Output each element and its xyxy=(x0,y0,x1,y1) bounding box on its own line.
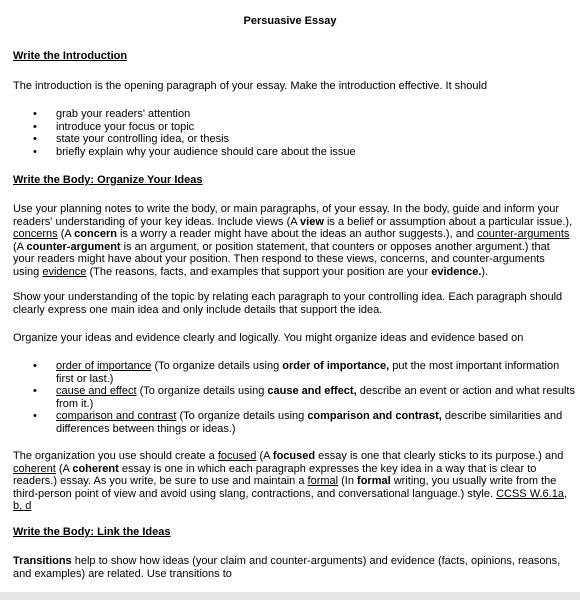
page-bottom-edge xyxy=(0,592,580,600)
glossary-link-comparison-and-contrast[interactable]: comparison and contrast xyxy=(56,410,177,422)
paragraph-line: differences between things or ideas.) xyxy=(56,422,236,435)
paragraph-line: Use your planning notes to write the body, or main paragraphs, of your essay. In the body, guide and inform your xyxy=(13,203,560,215)
term-focused: focused xyxy=(272,450,316,462)
term-formal: formal xyxy=(357,475,391,487)
list-item xyxy=(33,410,575,435)
text-run: help to show how ideas (your claim and counter-arguments) and evidence (facts, opinions, reasons, xyxy=(71,555,561,567)
list-item: • state your controlling idea, or thesis xyxy=(33,133,356,146)
text-run: (To organize details using xyxy=(176,410,308,422)
text-run: (To organize details using xyxy=(136,385,268,397)
document-title: Persuasive Essay xyxy=(243,15,337,27)
text-run: is a belief or assumption about a particular issue.), xyxy=(323,215,573,228)
paragraph-line xyxy=(13,228,573,241)
paragraph-line xyxy=(56,385,575,398)
list-item xyxy=(33,360,575,385)
term-concern: concern xyxy=(74,228,117,240)
text-run: writing, you usually write from the xyxy=(390,475,557,487)
body-link-paragraph-1 xyxy=(13,555,573,580)
glossary-link-order-of-importance[interactable]: order of importance xyxy=(56,360,152,372)
glossary-link-focused[interactable]: focused xyxy=(217,450,257,462)
heading-body-organize: Write the Body: Organize Your Ideas xyxy=(13,174,203,186)
heading-write-introduction: Write the Introduction xyxy=(13,50,128,62)
paragraph-line xyxy=(13,555,573,568)
text-run: essay is one that clearly sticks to its purpose.) and xyxy=(315,450,564,462)
text-run: (A xyxy=(57,228,75,240)
text-run: is a worry a reader might have about the ideas an author suggests.), and xyxy=(116,228,478,240)
list-item xyxy=(33,385,575,410)
term-coherent: coherent xyxy=(72,462,119,475)
term-bold: order of importance, xyxy=(282,360,390,372)
paragraph-line xyxy=(13,463,573,476)
text-run: (In xyxy=(338,475,358,487)
body-organize-paragraph-4 xyxy=(13,450,573,513)
glossary-link-cause-and-effect[interactable]: cause and effect xyxy=(56,385,137,397)
paragraph-line: from it.) xyxy=(56,397,94,410)
text-run: describe an event or action and what results xyxy=(356,385,575,397)
text-run: put the most important information xyxy=(389,360,560,372)
text-run: (A xyxy=(256,450,273,462)
text-run: readers.) essay. As you write, be sure to use and maintain a xyxy=(13,475,308,487)
glossary-link-coherent[interactable]: coherent xyxy=(13,462,56,475)
term-bold: cause and effect, xyxy=(267,385,357,397)
glossary-link-counter-arguments[interactable]: counter-arguments xyxy=(477,228,570,240)
paragraph-line xyxy=(13,216,573,229)
text-run: essay is one in which each paragraph expresses the key idea in a way that is clear to xyxy=(118,462,537,475)
standard-link-ccss-cont[interactable]: b, d xyxy=(13,500,32,512)
body-organize-paragraph-2 xyxy=(13,291,573,316)
paragraph-line: clearly express one main idea and only include details that support the idea. xyxy=(13,303,383,316)
standard-link-ccss[interactable]: CCSS W.6.1a, xyxy=(496,487,567,500)
text-run: is an argument, or position statement, that counters or opposes another argument.) that xyxy=(120,240,550,253)
term-transitions: Transitions xyxy=(13,555,72,567)
paragraph-line: Show your understanding of the topic by relating each paragraph to your controlling idea. Each paragraph should xyxy=(13,291,563,303)
text-run: third-person point of view and avoid using slang, contractions, and conversational language.) style. xyxy=(13,487,497,500)
heading-body-link: Write the Body: Link the Ideas xyxy=(13,526,171,538)
term-view: view xyxy=(300,215,324,228)
paragraph-line xyxy=(13,500,573,513)
list-item: • grab your readers' attention xyxy=(33,108,356,121)
paragraph-line xyxy=(56,410,575,423)
glossary-link-concerns[interactable]: concerns xyxy=(13,228,58,240)
text-run: describe similarities and xyxy=(441,410,563,422)
paragraph-line xyxy=(56,360,575,373)
paragraph-line: first or last.) xyxy=(56,372,114,385)
body-organize-paragraph-3: Organize your ideas and evidence clearly and logically. You might organize ideas and evidence based on xyxy=(13,332,524,344)
term-counter-argument: counter-argument xyxy=(26,240,121,253)
text-run: The organization you use should create a xyxy=(13,450,218,462)
intro-paragraph: The introduction is the opening paragraph of your essay. Make the introduction effective. It should xyxy=(13,80,488,92)
paragraph-line: and examples) are related. Use transitions to xyxy=(13,567,232,580)
list-item: • briefly explain why your audience should care about the issue xyxy=(33,146,356,159)
term-evidence: evidence. xyxy=(431,265,482,278)
text-run: (A xyxy=(13,240,27,253)
organization-methods-list xyxy=(33,360,575,435)
paragraph-line xyxy=(13,241,573,254)
paragraph-line xyxy=(13,266,573,279)
text-run: readers' understanding of your key ideas. Include views (A xyxy=(13,215,301,228)
text-run: (A xyxy=(55,462,73,475)
text-run: (To organize details using xyxy=(151,360,283,372)
paragraph-line xyxy=(13,488,573,501)
intro-bullet-list xyxy=(33,108,356,158)
paragraph-line: your readers might have about your position. Then respond to these views, concerns, and counter-arguments xyxy=(13,253,545,265)
glossary-link-evidence[interactable]: evidence xyxy=(42,265,87,278)
term-bold: comparison and contrast, xyxy=(307,410,442,422)
body-organize-paragraph-1 xyxy=(13,203,573,278)
paragraph-line xyxy=(13,450,573,463)
text-run: ). xyxy=(481,265,489,278)
text-run: using xyxy=(13,265,43,278)
list-item: • introduce your focus or topic xyxy=(33,121,356,134)
glossary-link-formal[interactable]: formal xyxy=(307,475,339,487)
text-run: (The reasons, facts, and examples that support your position are your xyxy=(86,265,432,278)
paragraph-line xyxy=(13,475,573,488)
